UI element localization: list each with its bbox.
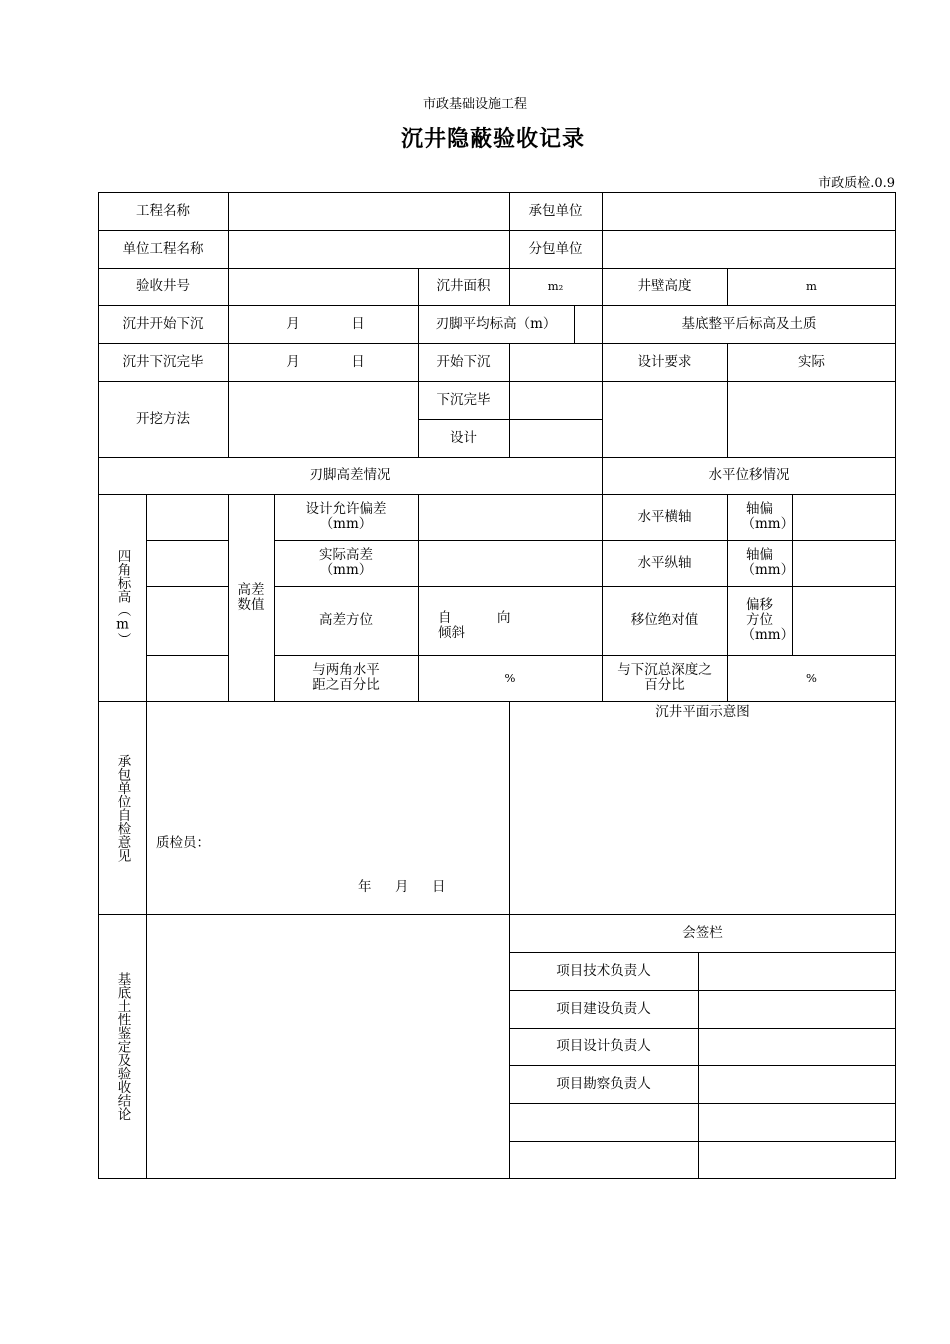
percent-two-corners: % xyxy=(504,670,516,685)
start-sink-label: 开始下沉 xyxy=(436,353,491,370)
four-corner-elev-text: 四角标高（m） xyxy=(114,549,131,646)
wall-height-unit: m xyxy=(806,279,817,293)
well-no-label: 验收井号 xyxy=(136,278,190,294)
excavation-method-label: 开挖方法 xyxy=(136,410,190,427)
build-lead-field[interactable] xyxy=(698,990,896,1028)
sign-bar-header: 会签栏 xyxy=(682,924,723,941)
offset-direction-label xyxy=(727,586,795,655)
horiz-y-label: 水平纵轴 xyxy=(637,554,692,571)
blade-avg-elev-field[interactable] xyxy=(574,305,602,343)
design-lead-field[interactable] xyxy=(698,1028,896,1065)
design-label: 设计 xyxy=(450,429,477,446)
axis-dev-x-label xyxy=(727,494,795,540)
ratio-depth-label xyxy=(602,655,727,701)
diff-direction-label: 高差方位 xyxy=(319,612,373,628)
unit-project-name-field[interactable] xyxy=(228,230,509,268)
offset-direction-text: 偏移方位（mm） xyxy=(741,597,795,643)
base-elev-soil-label: 基底整平后标高及土质 xyxy=(681,315,817,332)
page-subtitle: 市政基础设施工程 xyxy=(422,97,527,112)
self-check-label xyxy=(98,701,146,914)
self-check-day: 日 xyxy=(432,879,446,895)
project-name-field[interactable] xyxy=(228,192,509,230)
form-code: 市政质检.0.9 xyxy=(818,176,895,191)
ratio-two-corners-text: 与两角水平距之百分比 xyxy=(312,662,380,693)
design-lead-label: 项目设计负责人 xyxy=(556,1038,651,1054)
survey-lead-label: 项目勘察负责人 xyxy=(556,1075,651,1092)
self-check-year: 年 xyxy=(358,879,372,895)
contractor-label: 承包单位 xyxy=(528,202,583,219)
survey-lead-field[interactable] xyxy=(698,1065,896,1103)
axis-dev-x-text: 轴偏（mm） xyxy=(741,501,795,532)
design-req-label: 设计要求 xyxy=(637,353,692,370)
design-tolerance-text: 设计允许偏差（mm） xyxy=(305,501,387,532)
subcontractor-label: 分包单位 xyxy=(528,240,583,257)
unit-project-name-label: 单位工程名称 xyxy=(122,240,204,257)
sink-start-day: 日 xyxy=(351,315,365,332)
well-area-unit: m₂ xyxy=(547,279,564,293)
page-title: 沉井隐蔽验收记录 xyxy=(400,126,585,152)
inspector-label: 质检员： xyxy=(156,835,210,851)
build-lead-label: 项目建设负责人 xyxy=(556,1000,651,1017)
axis-dev-y-label xyxy=(727,540,795,586)
project-name-label: 工程名称 xyxy=(136,202,190,219)
design-tolerance-label xyxy=(274,494,418,540)
horizontal-shift-header: 水平位移情况 xyxy=(708,467,790,483)
sink-done-field[interactable] xyxy=(509,381,602,419)
tech-lead-field[interactable] xyxy=(698,952,896,990)
diff-value-text: 高差数值 xyxy=(237,581,265,613)
tech-lead-label: 项目技术负责人 xyxy=(556,962,651,979)
tilt-label: 倾斜 xyxy=(438,625,465,641)
tilt-from: 自 xyxy=(438,610,452,626)
contractor-field[interactable] xyxy=(602,192,896,230)
self-check-month: 月 xyxy=(395,879,409,895)
excavation-method-field[interactable] xyxy=(228,381,418,457)
well-no-field[interactable] xyxy=(228,268,418,305)
actual-diff-label xyxy=(274,540,418,586)
percent-depth: % xyxy=(806,670,817,685)
conclusion-field[interactable] xyxy=(146,914,509,1179)
sink-finish-day: 日 xyxy=(351,353,365,370)
wall-height-label: 井壁高度 xyxy=(637,278,692,294)
blade-diff-header: 刃脚高差情况 xyxy=(309,467,391,483)
design-field[interactable] xyxy=(509,419,602,457)
four-corner-elev-label xyxy=(98,494,146,701)
conclusion-label xyxy=(98,914,146,1179)
axis-dev-y-text: 轴偏（mm） xyxy=(741,547,795,578)
sink-finish-label: 沉井下沉完毕 xyxy=(122,353,204,370)
sink-finish-month: 月 xyxy=(286,353,300,370)
self-check-text: 承包单位自检意见 xyxy=(114,753,131,862)
sink-start-month: 月 xyxy=(286,315,300,332)
tilt-to: 向 xyxy=(497,610,511,626)
ratio-depth-text: 与下沉总深度之百分比 xyxy=(617,662,712,693)
actual-diff-text: 实际高差（mm） xyxy=(319,547,373,578)
subcontractor-field[interactable] xyxy=(602,230,896,268)
ratio-two-corners-label xyxy=(274,655,418,701)
horiz-x-label: 水平横轴 xyxy=(637,508,692,525)
abs-shift-label: 移位绝对值 xyxy=(630,612,699,628)
blade-avg-elev-label: 刃脚平均标高（m） xyxy=(435,315,557,332)
well-area-label: 沉井面积 xyxy=(436,278,491,294)
conclusion-text: 基底土性鉴定及验收结论 xyxy=(114,972,131,1121)
diff-value-label xyxy=(228,494,274,701)
plan-diagram-label: 沉井平面示意图 xyxy=(655,703,750,720)
inspection-form-table xyxy=(98,192,896,1179)
sink-done-label: 下沉完毕 xyxy=(436,391,491,408)
start-sink-field[interactable] xyxy=(509,343,602,381)
actual-label: 实际 xyxy=(798,353,825,370)
sink-start-label: 沉井开始下沉 xyxy=(122,315,204,332)
